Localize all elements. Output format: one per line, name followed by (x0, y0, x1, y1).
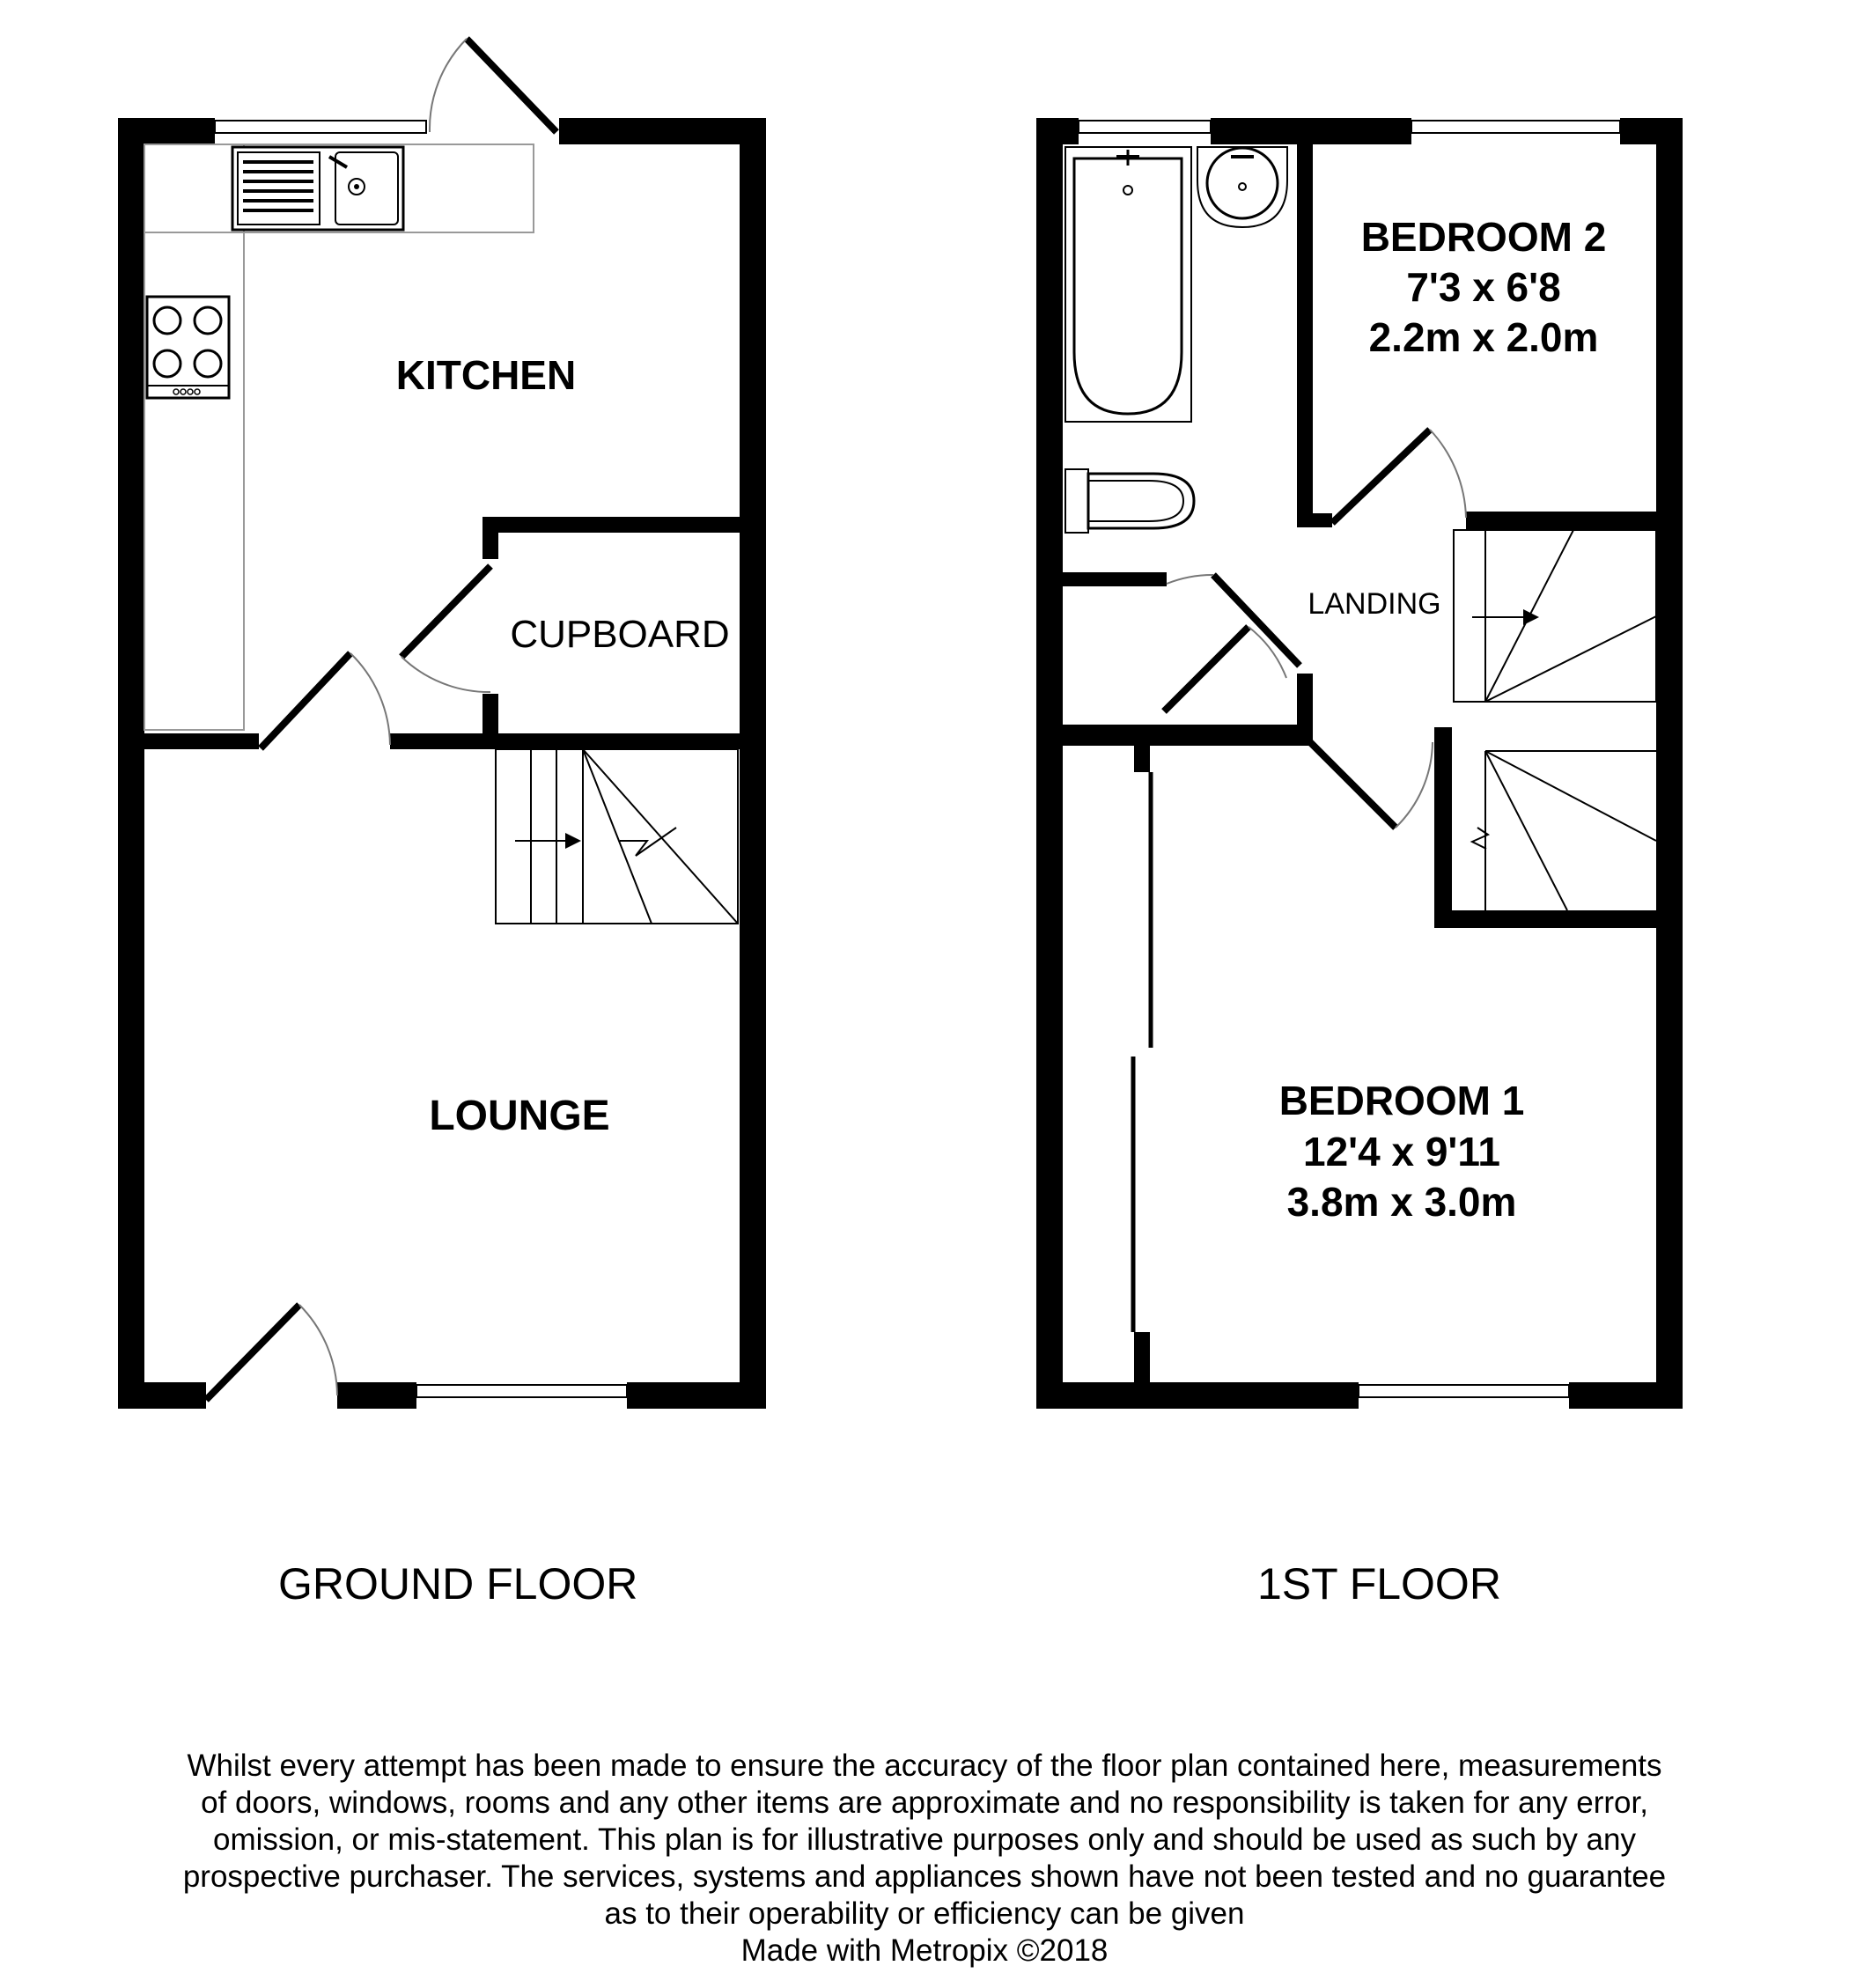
disclaimer-line: prospective purchaser. The services, systems and appliances shown have not been tested and no guarantee (182, 1859, 1667, 1894)
bedroom1-door (1310, 742, 1396, 828)
stair-break-icon (620, 828, 676, 856)
kitchen-door (467, 39, 556, 132)
cupboard-door (401, 566, 490, 657)
staircase (496, 749, 738, 924)
bath-icon (1065, 147, 1191, 422)
wall (1297, 144, 1313, 527)
window (1079, 121, 1211, 133)
wall (144, 733, 259, 749)
bedroom2-metric: 2.2m x 2.0m (1368, 314, 1599, 360)
cupboard-door (1164, 627, 1249, 711)
disclaimer-line: as to their operability or efficiency can be given (604, 1896, 1245, 1931)
bedroom2-label: BEDROOM 2 (1360, 214, 1607, 260)
wall (1434, 727, 1452, 926)
sink-drain-hole (354, 184, 359, 189)
wall (118, 118, 144, 1409)
wall (1036, 118, 1063, 1409)
cupboard-label: CUPBOARD (510, 613, 730, 656)
door-swing (430, 39, 467, 132)
staircase (1454, 530, 1656, 910)
door-swing (1167, 575, 1213, 584)
toilet-icon (1088, 474, 1194, 528)
wall (559, 118, 766, 144)
ground-floor-label: GROUND FLOOR (278, 1559, 638, 1609)
window (416, 1385, 627, 1397)
disclaimer-line: omission, or mis-statement. This plan is for illustrative purposes only and should be used as such by any (213, 1822, 1636, 1857)
disclaimer-line: Whilst every attempt has been made to ensure the accuracy of the floor plan contained here, measurements (187, 1749, 1662, 1783)
kitchen-label: KITCHEN (395, 352, 577, 398)
basin-icon (1197, 147, 1287, 227)
door-swing (1396, 742, 1433, 828)
bedroom1-metric: 3.8m x 3.0m (1286, 1179, 1517, 1225)
door-swing (1430, 430, 1466, 518)
disclaimer-line: of doors, windows, rooms and any other items are approximate and no responsibility is taken for any error, (201, 1786, 1648, 1820)
wall (1134, 746, 1150, 772)
bedroom2-imperial: 7'3 x 6'8 (1406, 264, 1561, 310)
sink-icon (232, 147, 403, 230)
wall (390, 733, 740, 749)
wall (740, 118, 766, 1409)
wall (1063, 572, 1167, 586)
wall (1569, 1382, 1683, 1409)
window (1359, 1385, 1569, 1397)
window (1411, 121, 1620, 133)
bedroom2-door (1332, 430, 1430, 523)
ground-floor-plan (118, 39, 766, 1409)
first-floor-label: 1ST FLOOR (1257, 1559, 1501, 1609)
bedroom1-imperial: 12'4 x 9'11 (1303, 1129, 1500, 1174)
front-door (206, 1305, 299, 1400)
bedroom1-label: BEDROOM 1 (1278, 1078, 1525, 1123)
credit: Made with Metropix ©2018 (740, 1933, 1109, 1968)
wall (337, 1382, 416, 1409)
wall (483, 694, 498, 749)
kitchen-lounge-door (261, 653, 350, 748)
wall (1466, 512, 1656, 531)
wall (483, 517, 498, 559)
landing-label: LANDING (1308, 587, 1441, 621)
door-swing (401, 657, 490, 692)
lounge-label: LOUNGE (429, 1093, 610, 1139)
door-swing (350, 653, 390, 745)
window (215, 121, 426, 133)
disclaimer (176, 1748, 1673, 1970)
arrow-head-icon (565, 833, 581, 849)
toilet-cistern (1065, 469, 1088, 533)
wall (1313, 513, 1332, 527)
wall (1036, 1382, 1359, 1409)
wall (1656, 118, 1683, 1409)
wall (118, 1382, 206, 1409)
first-floor-plan (1036, 118, 1683, 1409)
door-swing (299, 1305, 337, 1395)
wall (1134, 1332, 1150, 1382)
wall (1434, 910, 1656, 928)
wall (1063, 725, 1313, 746)
wall (483, 517, 740, 533)
wall (1211, 118, 1411, 144)
wall (627, 1382, 766, 1409)
